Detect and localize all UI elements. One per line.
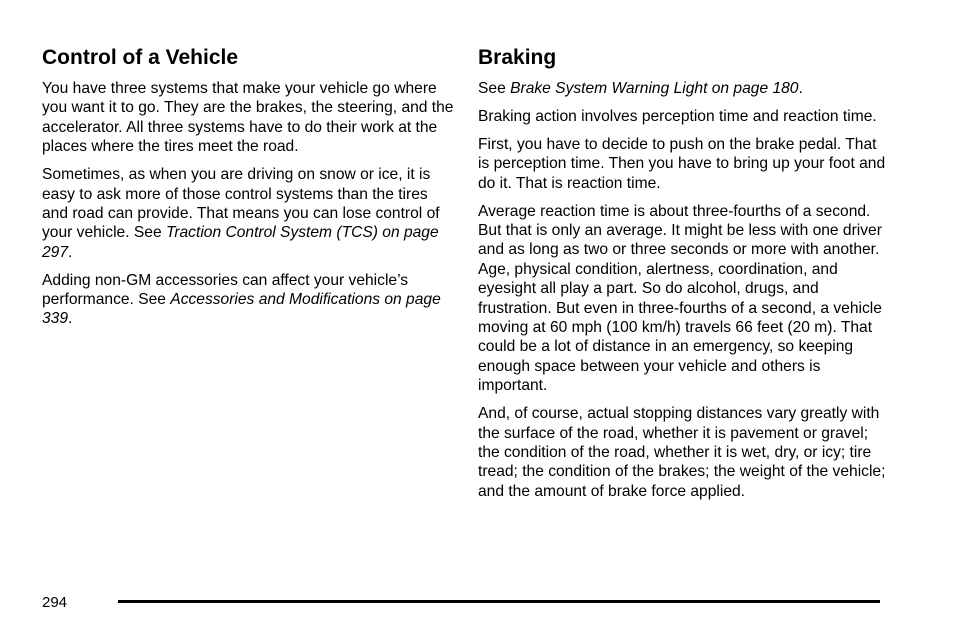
paragraph-text: Sometimes, as when you are driving on snow or ice, it is easy to ask more of those control systems than the tires and road can provide. That means you can lose control of your vehicle. See (42, 166, 440, 242)
paragraph-text: Adding non-GM accessories can affect your vehicle’s performance. See (42, 271, 409, 309)
page-number: 294 (42, 594, 68, 611)
cross-reference-brake-warning: Brake System Warning Light on page 180 (510, 80, 799, 97)
section-heading-control: Control of a Vehicle (42, 46, 239, 69)
right-column (478, 44, 888, 510)
paragraph-accessories (42, 271, 454, 329)
footer-rule (118, 600, 880, 603)
paragraph-snow-ice (42, 165, 454, 262)
cross-reference-tcs: Traction Control System (TCS) on page 297 (42, 224, 439, 261)
paragraph-three-systems: You have three systems that make your vehicle go where you want it to go. They are the brakes, the steering, and the accelerator. All three systems have to do their work at the places where the tires meet the road. (42, 80, 454, 156)
left-column (42, 44, 454, 337)
paragraph-braking-action: Braking action involves perception time and reaction time. (478, 107, 877, 125)
paragraph-perception-time: First, you have to decide to push on the brake pedal. That is perception time. Then you have to bring up your foot and do it. That is reaction time. (478, 135, 886, 192)
punctuation: . (798, 80, 803, 97)
section-heading-braking: Braking (478, 46, 557, 69)
punctuation: . (68, 243, 73, 261)
paragraph-text: See (478, 80, 511, 97)
paragraph-see-reference (478, 79, 888, 98)
paragraph-stopping-distances: And, of course, actual stopping distances vary greatly with the surface of the road, whether it is pavement or gravel; the condition of the road, whether it is wet, dry, or icy; tire tread; the condition of the brakes; the weight of the vehicle; and the amount of brake force applied. (478, 405, 886, 500)
paragraph-reaction-time: Average reaction time is about three-fourths of a second. But that is only an average. It might be less with one driver and as long as two or three seconds or more with another. Age, physical condition, alertness, coordination, and eyesight all play a part. So do alcohol, drugs, and frustration. But even in three-fourths of a second, a vehicle moving at 60 mph (100 km/h) travels 66 feet (20 m). That could be a lot of distance in an emergency, so keeping enough space between your vehicle and others is important. (478, 202, 882, 395)
punctuation: . (68, 310, 73, 328)
cross-reference-accessories: Accessories and Modifications on page 339 (42, 291, 441, 328)
